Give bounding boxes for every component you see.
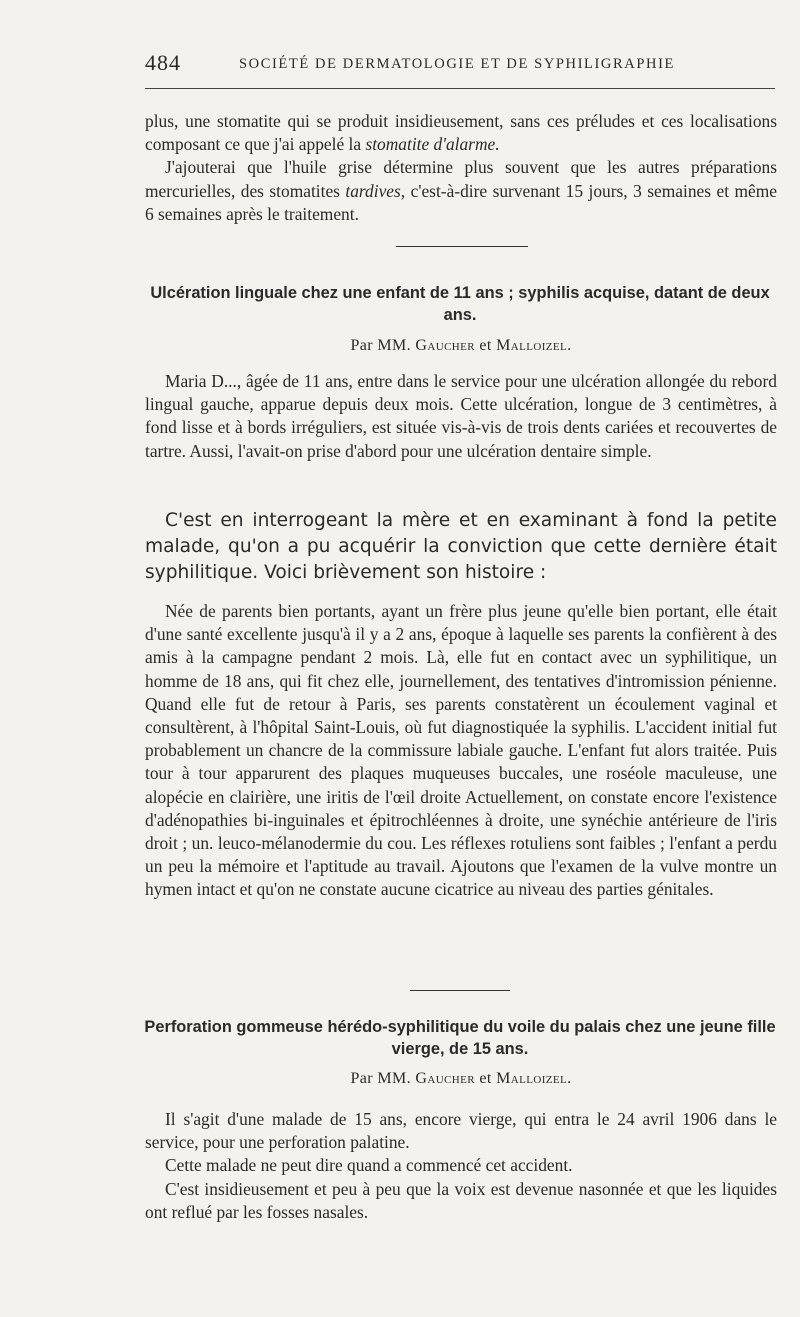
article-1-byline: Par MM. Gaucher et Malloizel.	[350, 337, 572, 354]
article-2-body	[145, 1108, 777, 1224]
article-1-paragraph-3: Née de parents bien portants, ayant un frère plus jeune qu'elle bien portant, elle était d'une santé excellente jusqu'à il y a 2 ans, époque à laquelle ses parents la confièrent à des amis à la campagne pendant 2 mois. Là, elle fut en contact avec un syphilitique, un homme de 18 ans, qui fit chez elle, journellement, des tentatives d'intromission pénienne. Quand elle fut de retour à Paris, ses parents constatèrent un écoulement vaginal et consultèrent, à l'hôpital Saint-Louis, où fut diagnostiquée la syphilis. L'accident initial fut probablement un chancre de la commissure labiale gauche. L'enfant fut alors traitée. Puis tour à tour apparurent des plaques muqueuses buccales, une roséole maculeuse, une alopécie en clairière, une iritis de l'œil droite Actuellement, on constate encore l'existence d'adénopathies bi-inguinales et épitrochléennes à droite, une synéchie antérieure de l'iris droit ; un. leuco-mélanodermie du cou. Les réflexes rotuliens sont faibles ; l'enfant a perdu un peu la mémoire et l'aptitude au travail. Ajoutons que l'examen de la vulve montre un hymen intact et qu'on ne constate aucune cicatrice au niveau des parties génitales.	[145, 601, 777, 900]
article-2-paragraph-3: C'est insidieusement et peu à peu que la voix est devenue nasonnée et que les liquides ont reflué par les fosses nasales.	[145, 1178, 777, 1222]
article-2-paragraph-1: Il s'agit d'une malade de 15 ans, encore vierge, qui entra le 24 avril 1906 dans le service, pour une perforation palatine.	[145, 1109, 777, 1153]
article-1-body-history	[145, 600, 777, 902]
article-1-body-large	[145, 508, 777, 586]
article-1-title: Ulcération linguale chez une enfant de 11 ans ; syphilis acquise, datant de deux ans.	[150, 284, 770, 324]
article-2-title: Perforation gommeuse hérédo-syphilitique du voile du palais chez une jeune fille vierge, de 15 ans.	[144, 1018, 776, 1058]
author-name: Malloizel.	[496, 1070, 572, 1087]
term-tardives: tardives,	[345, 180, 406, 201]
article-1-paragraph-2: C'est en interrogeant la mère et en examinant à fond la petite malade, qu'on a pu acquérir la conviction que cette dernière était syphilitique. Voici brièvement son histoire :	[145, 510, 777, 583]
author-name: Malloizel.	[496, 337, 572, 354]
intro-text	[145, 110, 777, 226]
section-separator	[410, 990, 510, 991]
header-rule	[145, 88, 775, 89]
running-head	[145, 50, 775, 80]
running-title: SOCIÉTÉ DE DERMATOLOGIE ET DE SYPHILIGRAPHIE	[239, 56, 675, 72]
intro-paragraph-2: J'ajouterai que l'huile grise détermine plus souvent que les autres préparations mercurielles, des stomatites tardives, c'est-à-dire survenant 15 jours, 3 semaines et même 6 semaines après le traitement.	[145, 157, 777, 224]
intro-paragraph-1: plus, une stomatite qui se produit insidieusement, sans ces préludes et ces localisations composant ce que j'ai appelé la stomatite d'alarme.	[145, 111, 777, 155]
term-stomatite-alarme: stomatite d'alarme.	[365, 134, 500, 155]
author-name: Gaucher	[415, 1070, 476, 1087]
article-1-paragraph-1: Maria D..., âgée de 11 ans, entre dans le service pour une ulcération allongée du rebord lingual gauche, apparue depuis deux mois. Cette ulcération, longue de 3 centimètres, à fond lisse et à bords irréguliers, est située vis-à-vis de trois dents cariées et recouvertes de tartre. Aussi, l'avait-on prise d'abord pour une ulcération dentaire simple.	[145, 371, 777, 461]
article-2-paragraph-2: Cette malade ne peut dire quand a commencé cet accident.	[165, 1155, 573, 1176]
article-1-body	[145, 370, 777, 463]
article-2-byline: Par MM. Gaucher et Malloizel.	[350, 1070, 572, 1087]
author-name: Gaucher	[415, 337, 476, 354]
page-number: 484	[145, 50, 181, 75]
section-separator	[396, 246, 528, 247]
